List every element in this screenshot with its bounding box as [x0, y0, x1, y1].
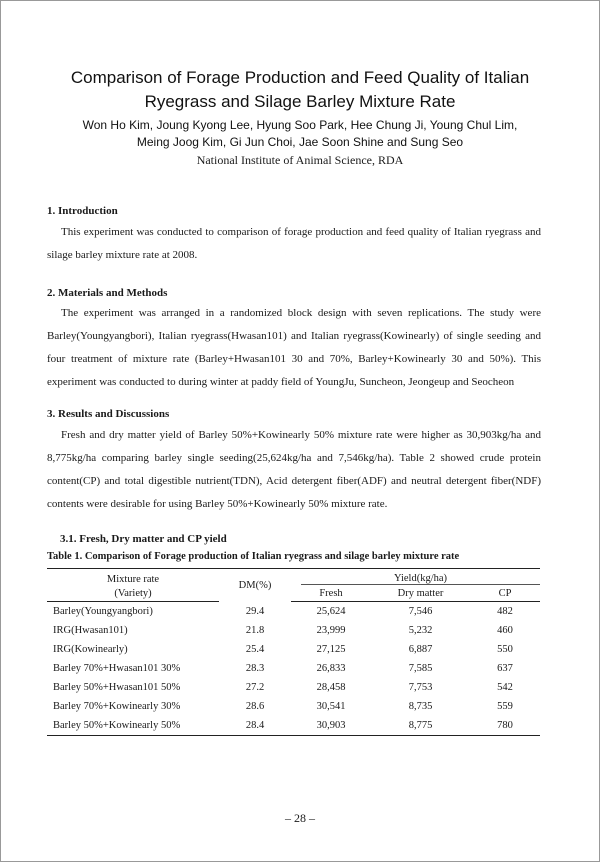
section-heading-results: 3. Results and Discussions [47, 408, 170, 420]
row-cp: 559 [497, 701, 513, 712]
table-row [47, 697, 540, 716]
row-fresh: 30,903 [291, 716, 371, 736]
row-dm: 28.6 [245, 701, 265, 712]
row-cp: 637 [497, 663, 513, 674]
row-cp: 460 [497, 625, 513, 636]
row-cp: 550 [497, 644, 513, 655]
row-fresh: 26,833 [316, 663, 346, 674]
row-dm: 21.8 [245, 625, 265, 636]
row-name: Barley 70%+Kowinearly 30% [53, 701, 181, 712]
header-variety: (Variety) [47, 585, 219, 602]
table-caption: Table 1. Comparison of Forage production of Italian ryegrass and silage barley mixture rate [47, 551, 460, 562]
row-dm: 28.3 [245, 663, 265, 674]
header-cp: CP [470, 585, 540, 602]
header-yield-label: Yield(kg/ha) [301, 573, 540, 585]
row-dry: 7,585 [408, 663, 433, 674]
row-cp: 482 [497, 606, 513, 617]
affiliation: National Institute of Animal Science, RDA [196, 153, 404, 167]
row-name: Barley 50%+Hwasan101 50% [53, 682, 181, 693]
row-name: IRG(Hwasan101) [53, 625, 128, 636]
row-dry: 6,887 [408, 644, 433, 655]
table-row [47, 716, 540, 736]
row-dry: 5,232 [408, 625, 433, 636]
row-dm: 27.2 [245, 682, 265, 693]
row-dry: 7,753 [408, 682, 433, 693]
row-dm: 25.4 [245, 644, 265, 655]
row-name: IRG(Kowinearly) [53, 644, 128, 655]
authors-line-1: Won Ho Kim, Joung Kyong Lee, Hyung Soo Park, Hee Chung Ji, Young Chul Lim, [82, 118, 518, 132]
row-cp: 542 [497, 682, 513, 693]
header-dm: DM(%) [219, 569, 291, 602]
yield-table [47, 568, 540, 736]
row-fresh: 25,624 [316, 606, 346, 617]
table-row [47, 678, 540, 697]
row-fresh: 27,125 [316, 644, 346, 655]
header-fresh: Fresh [291, 585, 371, 602]
paper-title-line-1: Comparison of Forage Production and Feed Quality of Italian [70, 68, 530, 87]
row-fresh: 28,458 [316, 682, 346, 693]
subsection-heading: 3.1. Fresh, Dry matter and CP yield [60, 533, 227, 545]
introduction-text: This experiment was conducted to comparison of forage production and feed quality of Italian ryegrass and silage barley mixture rate at 2008. [47, 226, 541, 261]
paper-title-line-2: Ryegrass and Silage Barley Mixture Rate [144, 92, 456, 111]
row-dry: 8,735 [408, 701, 433, 712]
authors-line-2: Meing Joog Kim, Gi Jun Choi, Jae Soon Shine and Sung Seo [136, 135, 464, 149]
row-fresh: 23,999 [316, 625, 346, 636]
table-row [47, 640, 540, 659]
row-dm: 28.4 [219, 716, 291, 736]
section-heading-methods: 2. Materials and Methods [47, 287, 168, 299]
row-dry: 8,775 [371, 716, 470, 736]
results-text: Fresh and dry matter yield of Barley 50%+Kowinearly 50% mixture rate were higher as 30,903kg/ha and 8,775kg/ha comparing barley single seeding(25,624kg/ha and 7,546kg/ha). Table 2 showed crude protein content(CP) and total digestible nutrient(TDN), Acid detergent fiber(ADF) and neutral detergent fiber(NDF) contents were desirable for using Barley 50%+Kowinearly 50% mixture rate. [47, 429, 541, 510]
row-name: Barley 50%+Kowinearly 50% [47, 716, 219, 736]
row-fresh: 30,541 [316, 701, 346, 712]
page-number: – 28 – [285, 811, 315, 825]
row-dm: 29.4 [245, 605, 265, 617]
row-name: Barley 70%+Hwasan101 30% [53, 663, 181, 674]
methods-text: The experiment was arranged in a randomized block design with seven replications. The study were Barley(Youngyangbori), Italian ryegrass(Hwasan101) and Italian ryegrass(Kowinearly) of single seeding and four treatment of mixture rate (Barley+Hwasan101 30 and 70%, Barley+Kowinearly 30 and 50%). This experiment was conducted to during winter at paddy field of YoungJu, Suncheon, Jeongeup and Seocheon [47, 307, 541, 388]
header-mixture-rate: Mixture rate [47, 569, 219, 586]
table-row [47, 621, 540, 640]
header-dry-matter: Dry matter [371, 585, 470, 602]
row-cp: 780 [470, 716, 540, 736]
row-dry: 7,546 [408, 606, 433, 617]
row-name: Barley(Youngyangbori) [53, 606, 153, 617]
table-row [47, 602, 540, 622]
table-row [47, 659, 540, 678]
section-heading-introduction: 1. Introduction [47, 205, 118, 217]
header-yield [291, 569, 540, 586]
